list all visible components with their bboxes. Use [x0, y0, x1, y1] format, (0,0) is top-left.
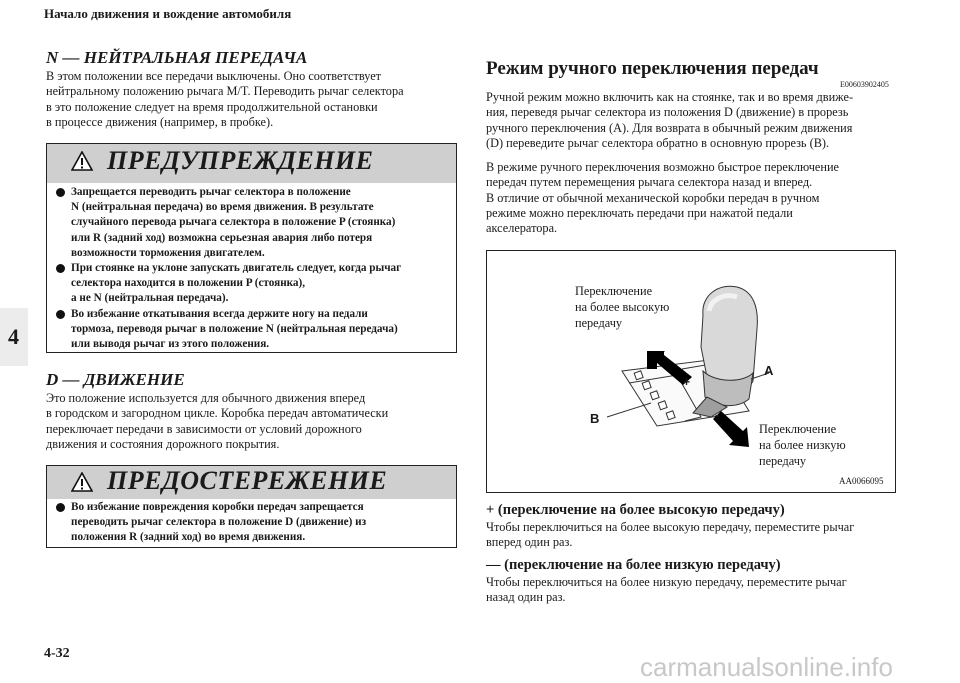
downshift-label-line: Переключение [759, 422, 837, 436]
n-paragraph [46, 69, 404, 130]
d-line: в городском и загородном цикле. Коробка передач автоматически [46, 406, 389, 421]
warning-line: случайного перевода рычага селектора в положение P (стоянка) [71, 216, 396, 229]
p1-line: Ручной режим можно включить как на стоянке, так и во время движе- [486, 90, 854, 104]
p2-line: В режиме ручного переключения возможно быстрое переключение [486, 160, 839, 174]
downshift-label-line: передачу [759, 454, 807, 468]
warning-line: N (нейтральная передача) во время движения. В результате [71, 201, 374, 214]
section-header: Начало движения и вождение автомобиля [44, 6, 292, 21]
n-line: в это положение следует на время продолжительной остановки [46, 99, 378, 114]
shift-lever-illustration [486, 250, 896, 493]
warning-header [47, 144, 456, 183]
page-number: 4-32 [44, 646, 70, 661]
caution-title: ПРЕДОСТЕРЕЖЕНИЕ [107, 466, 388, 495]
warning-title: ПРЕДУПРЕЖДЕНИЕ [107, 146, 374, 175]
caution-box [46, 465, 457, 548]
p2-line: В отличие от обычной механической коробки передач в ручном [486, 190, 820, 205]
downshift-line: Чтобы переключиться на более низкую передачу, переместите рычаг [486, 575, 847, 589]
p2-line: передач путем перемещения рычага селектора назад и вперед. [486, 175, 813, 190]
warning-line: Во избежание откатывания всегда держите ногу на педали [71, 307, 368, 320]
warning-line: тормоза, переводя рычаг в положение N (нейтральная передача) [71, 322, 398, 335]
upshift-heading: + (переключение на более высокую передачу) [486, 502, 785, 518]
upshift-paragraph [486, 520, 854, 551]
bullet-icon [56, 264, 65, 273]
warning-line: возможности торможения двигателем. [71, 246, 265, 259]
downshift-label [759, 421, 846, 469]
n-line: в процессе движения (например, в пробке). [46, 114, 274, 129]
upshift-label-line: передачу [575, 316, 623, 330]
warning-line: а не N (нейтральная передача). [71, 292, 229, 305]
caution-list [47, 500, 452, 546]
caution-line: положения R (задний ход) во время движения. [71, 531, 306, 544]
caution-header [47, 466, 456, 499]
bullet-icon [56, 503, 65, 512]
figure-code: AA0066095 [839, 476, 884, 486]
upshift-label-line: Переключение [575, 284, 653, 298]
label-a: A [764, 363, 774, 378]
p1-line: ручного переключения (A). Для возврата в обычный режим движения [486, 120, 853, 135]
caution-line: переводить рычаг селектора в положение D (движение) из [71, 516, 367, 529]
upshift-label-line: на более высокую [575, 300, 670, 314]
upshift-label [575, 283, 669, 331]
section-code: E00603902405 [840, 80, 889, 89]
warning-line: При стоянке на уклоне запускать двигатель следует, когда рычаг [71, 262, 402, 275]
warning-box [46, 143, 457, 353]
label-b: B [590, 411, 600, 426]
upshift-line: Чтобы переключиться на более высокую передачу, переместите рычаг [486, 520, 855, 534]
warning-list [47, 185, 452, 352]
bullet-icon [56, 310, 65, 319]
warning-item [47, 261, 452, 307]
p1-line: (D) переведите рычаг селектора обратно в основную прорезь (B). [486, 135, 830, 150]
warning-item [47, 185, 452, 261]
downshift-heading: — (переключение на более низкую передачу) [486, 557, 781, 573]
d-line: Это положение используется для обычного движения вперед [46, 391, 366, 405]
d-line: переключает передачи в зависимости от условий дорожного [46, 421, 362, 436]
caution-item [47, 500, 452, 546]
n-line: нейтральному положению рычага M/T. Переводить рычаг селектора [46, 84, 404, 99]
warning-line: или R (задний ход) возможна серьезная авария либо потеря [71, 231, 373, 244]
n-heading: N — НЕЙТРАЛЬНАЯ ПЕРЕДАЧА [46, 48, 308, 67]
warning-icon [71, 151, 93, 171]
caution-line: Во избежание повреждения коробки передач запрещается [71, 501, 364, 513]
warning-item [47, 307, 452, 353]
watermark: carmanualsonline.info [640, 652, 893, 682]
caution-icon [71, 472, 93, 492]
p2-line: акселератора. [486, 221, 558, 236]
d-heading: D — ДВИЖЕНИЕ [46, 370, 185, 389]
p2-line: режиме можно переключать передачи при нажатой педали [486, 205, 793, 220]
manual-mode-paragraph-2 [486, 160, 839, 236]
manual-mode-paragraph-1 [486, 90, 853, 151]
p1-line: ния, переведя рычаг селектора из положения D (движение) в прорезь [486, 105, 849, 120]
warning-line: селектора находится в положении P (стоянка), [71, 277, 306, 290]
chapter-number: 4 [8, 324, 19, 349]
downshift-line: назад один раз. [486, 590, 566, 605]
warning-line: или выводя рычаг из этого положения. [71, 338, 270, 351]
manual-mode-heading: Режим ручного переключения передач [486, 58, 819, 79]
bullet-icon [56, 188, 65, 197]
d-line: движения и состояния дорожного покрытия. [46, 436, 280, 451]
upshift-line: вперед один раз. [486, 535, 573, 550]
n-line: В этом положении все передачи выключены. Оно соответствует [46, 69, 382, 83]
minus-mark: - [715, 407, 720, 422]
warning-line: Запрещается переводить рычаг селектора в положение [71, 186, 351, 198]
plus-mark: + [683, 375, 691, 389]
downshift-paragraph [486, 575, 847, 606]
d-paragraph [46, 391, 388, 452]
downshift-label-line: на более низкую [759, 438, 846, 452]
